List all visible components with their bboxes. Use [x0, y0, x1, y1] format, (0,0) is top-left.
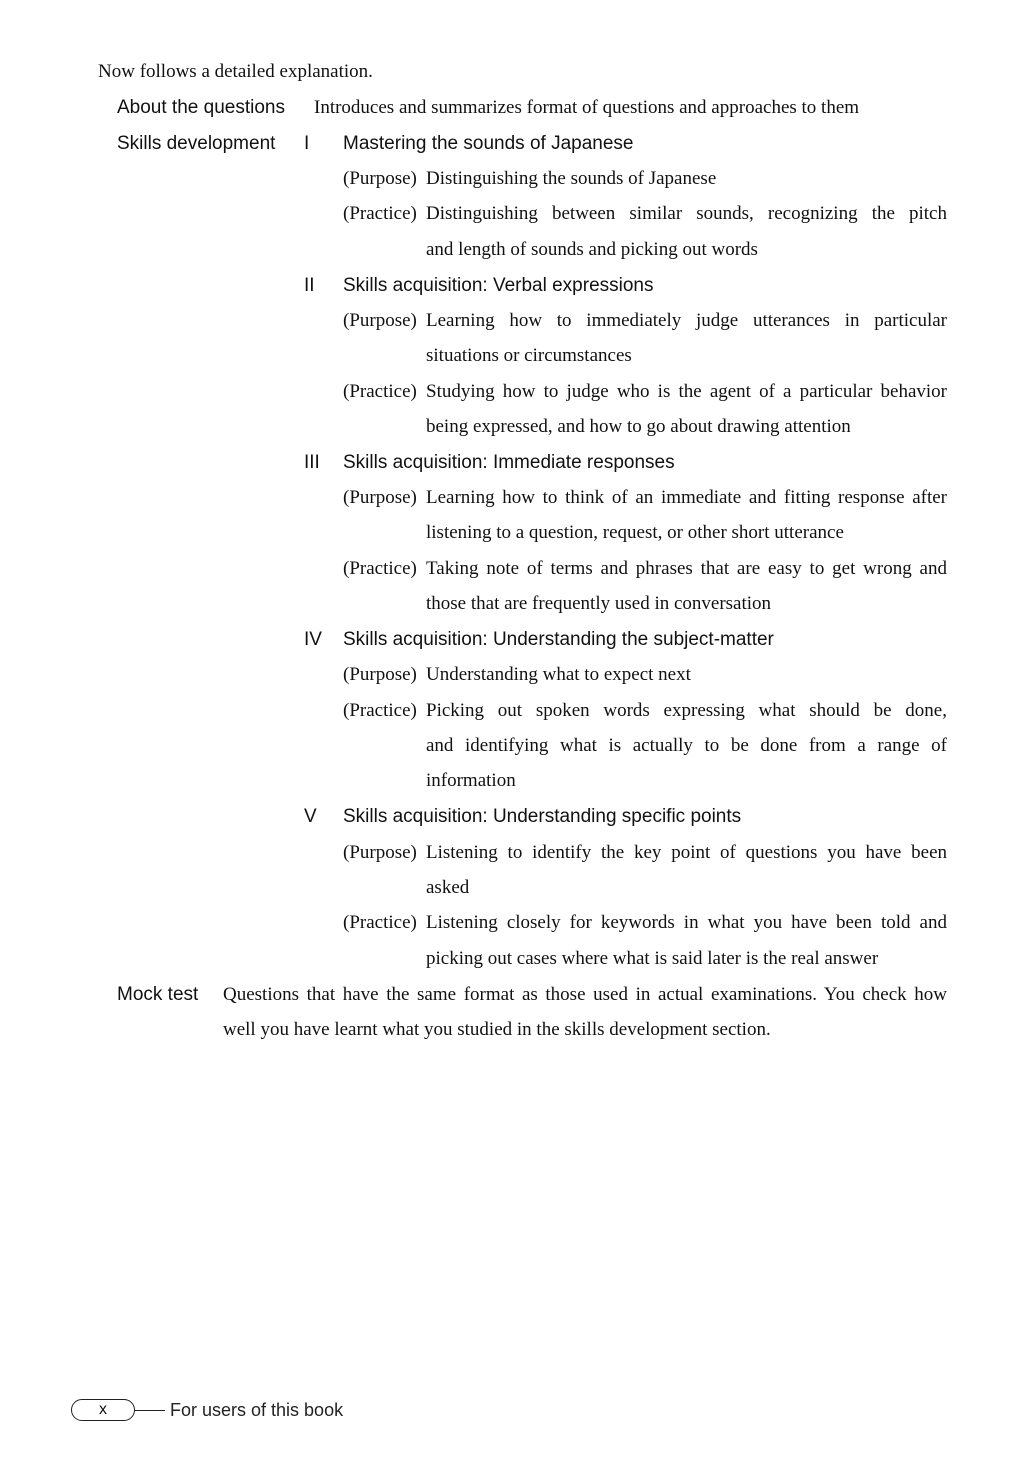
mock-text: well you have learnt what you studied in the skills development section. — [223, 1019, 771, 1040]
about-text: Introduces and summarizes format of questions and approaches to them — [314, 97, 860, 118]
practice-label: (Practice) — [343, 203, 417, 224]
intro-text: Now follows a detailed explanation. — [98, 61, 373, 82]
practice-text: picking out cases where what is said later is the real answer — [426, 948, 879, 969]
page-number: x — [71, 1399, 135, 1421]
practice-label: (Practice) — [343, 700, 417, 721]
practice-text: Picking out spoken words expressing what should be done, — [426, 700, 947, 721]
purpose-label: (Purpose) — [343, 487, 417, 508]
section-title: Skills acquisition: Verbal expressions — [343, 275, 654, 296]
skills-label: Skills development — [117, 133, 276, 154]
practice-text: Studying how to judge who is the agent of a particular behavior — [426, 381, 947, 402]
practice-text: Taking note of terms and phrases that are easy to get wrong and — [426, 558, 947, 579]
section-numeral: II — [304, 275, 315, 296]
mock-text: Questions that have the same format as those used in actual examinations. You check how — [223, 984, 947, 1005]
practice-text: those that are frequently used in conversation — [426, 593, 772, 614]
purpose-text: situations or circumstances — [426, 345, 632, 366]
purpose-text: Learning how to think of an immediate and fitting response after — [426, 487, 947, 508]
section-numeral: IV — [304, 629, 322, 650]
footer-divider — [135, 1410, 165, 1411]
section-title: Skills acquisition: Understanding specific points — [343, 806, 742, 827]
purpose-label: (Purpose) — [343, 664, 417, 685]
purpose-label: (Purpose) — [343, 168, 417, 189]
purpose-text: Listening to identify the key point of questions you have been — [426, 842, 947, 863]
section-numeral: I — [304, 133, 310, 154]
practice-label: (Practice) — [343, 558, 417, 579]
practice-text: Listening closely for keywords in what you have been told and — [426, 912, 947, 933]
purpose-text: asked — [426, 877, 470, 898]
practice-label: (Practice) — [343, 381, 417, 402]
section-numeral: III — [304, 452, 320, 473]
section-title: Skills acquisition: Understanding the subject-matter — [343, 629, 774, 650]
practice-text: information — [426, 770, 516, 791]
purpose-text: Understanding what to expect next — [426, 664, 691, 685]
purpose-label: (Purpose) — [343, 842, 417, 863]
section-title: Skills acquisition: Immediate responses — [343, 452, 675, 473]
purpose-text: Distinguishing the sounds of Japanese — [426, 168, 717, 189]
footer-text: For users of this book — [170, 1400, 344, 1420]
purpose-text: listening to a question, request, or other short utterance — [426, 522, 844, 543]
practice-text: and length of sounds and picking out words — [426, 239, 758, 260]
practice-text: and identifying what is actually to be done from a range of — [426, 735, 947, 756]
purpose-label: (Purpose) — [343, 310, 417, 331]
purpose-text: Learning how to immediately judge utterances in particular — [426, 310, 947, 331]
practice-text: Distinguishing between similar sounds, recognizing the pitch — [426, 203, 947, 224]
practice-text: being expressed, and how to go about drawing attention — [426, 416, 851, 437]
section-title: Mastering the sounds of Japanese — [343, 133, 634, 154]
section-numeral: V — [304, 806, 317, 827]
practice-label: (Practice) — [343, 912, 417, 933]
about-label: About the questions — [117, 97, 285, 118]
mock-label: Mock test — [117, 984, 199, 1005]
